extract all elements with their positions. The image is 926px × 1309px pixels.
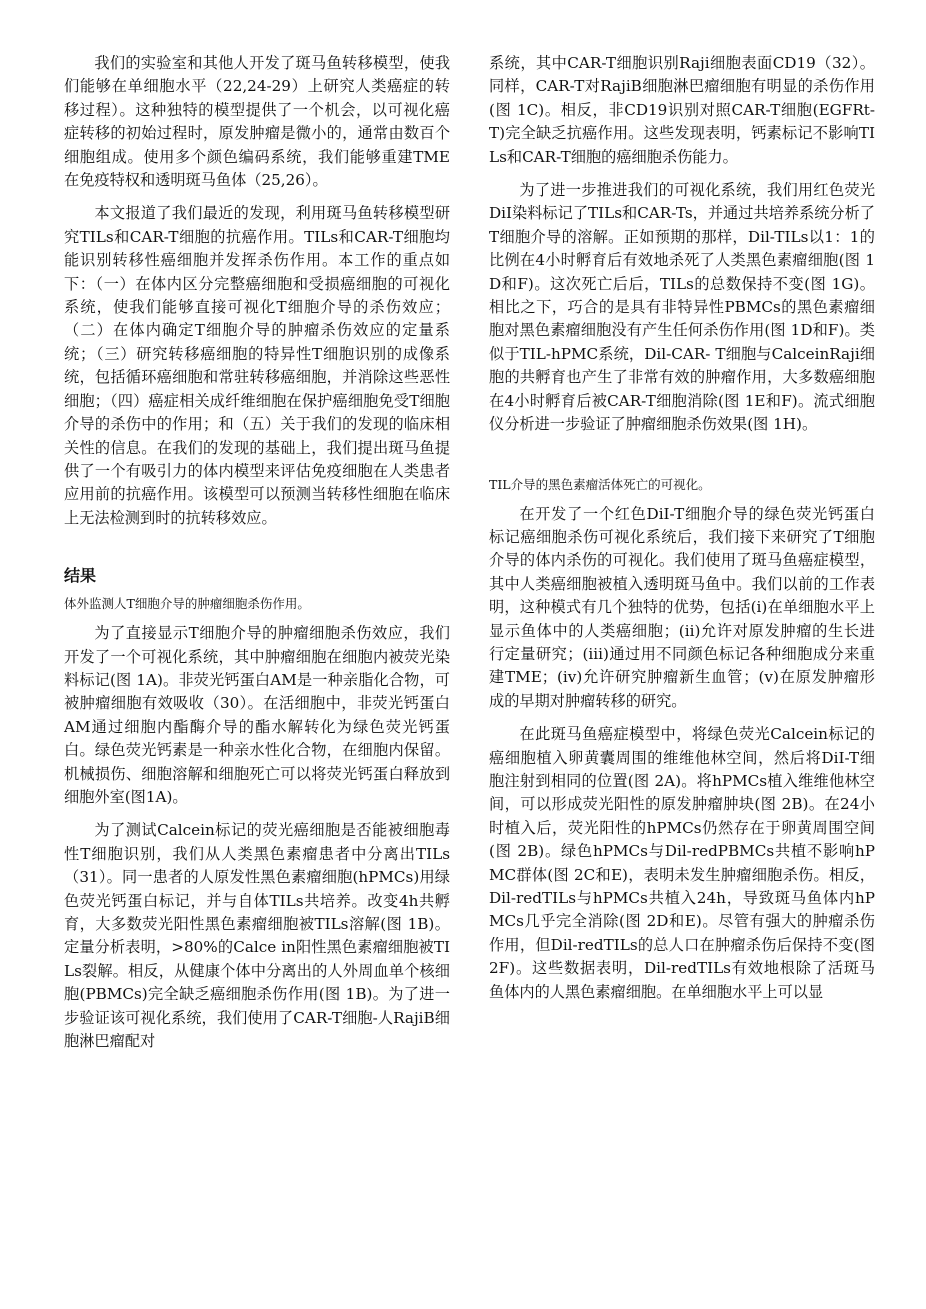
right-paragraph-4: 在此斑马鱼癌症模型中，将绿色荧光Calcein标记的癌细胞植入卵黄囊周围的维维他林空间，然后将DiI-T细胞注射到相同的位置(图 2A)。将hPMCs植入维维他林空间，可以形成荧光阳性的原发肿瘤肿块(图 2B)。在24小时植入后，荧光阳性的hPMCs仍然存在于卵黄周围空间(图 2B)。绿色hPMCs与Dil-redPBMCs共植不影响hPMC群体(图 2C和E)，表明未发生肿瘤细胞杀伤。相反，Dil-redTILs与hPMCs共植入24h，导致斑马鱼体内hPMCs几乎完全消除(图 2D和E)。尽管有强大的肿瘤杀伤作用，但Dil-redTILs的总人口在肿瘤杀伤后保持不变(图 2F)。这些数据表明，Dil-redTILs有效地根除了活斑马鱼体内的人黑色素瘤细胞。在单细胞水平上可以显 [489,725,875,1001]
left-paragraph-3: 为了直接显示T细胞介导的肿瘤细胞杀伤效应，我们开发了一个可视化系统，其中肿瘤细胞在细胞内被荧光染料标记(图 1A)。非荧光钙蛋白AM是一种亲脂化合物，可被肿瘤细胞有效吸收（30）。在活细胞中，非荧光钙蛋白AM通过细胞内酯酶介导的酯水解转化为绿色荧光钙蛋白。绿色荧光钙素是一种亲水性化合物，在细胞内保留。机械损伤、细胞溶解和细胞死亡可以将荧光钙蛋白释放到细胞外室(图1A)。 [64,624,450,806]
left-paragraph-1: 我们的实验室和其他人开发了斑马鱼转移模型，使我们能够在单细胞水平（22,24-29）上研究人类癌症的转移过程）。这种独特的模型提供了一个机会，以可视化癌症转移的初始过程时，原发肿瘤是微小的，通常由数百个细胞组成。使用多个颜色编码系统，我们能够重建TME在免疫特权和透明斑马鱼体（25,26）。 [64,54,450,190]
left-paragraph-4: 为了测试Calcein标记的荧光癌细胞是否能被细胞毒性T细胞识别，我们从人类黑色素瘤患者中分离出TILs（31）。同一患者的人原发性黑色素瘤细胞(hPMCs)用绿色荧光钙蛋白标记，并与自体TILs共培养。改变4h共孵育，大多数荧光阳性黑色素瘤细胞被TILs溶解(图 1B)。定量分析表明，>80%的Calce in阳性黑色素瘤细胞被TILs裂解。相反，从健康个体中分离出的人外周血单个核细胞(PBMCs)完全缺乏癌细胞杀伤作用(图 1B)。为了进一步验证该可视化系统，我们使用了CAR-T细胞-人RajiB细胞淋巴瘤配对 [64,821,450,1051]
subheading-in-vivo-visualization: TIL介导的黑色素瘤活体死亡的可视化。 [489,476,711,492]
left-paragraph-2: 本文报道了我们最近的发现，利用斑马鱼转移模型研究TILs和CAR-T细胞的抗癌作用。TILs和CAR-T细胞均能识别转移性癌细胞并发挥杀伤作用。本工作的重点如下：（一）在体内区分完整癌细胞和受损癌细胞的可视化系统，使我们能够直接可视化T细胞介导的杀伤效应；（二）在体内确定T细胞介导的肿瘤杀伤效应的定量系统；（三）研究转移癌细胞的特异性T细胞识别的成像系统，包括循环癌细胞和常驻转移癌细胞，并消除这些恶性细胞；（四）癌症相关成纤维细胞在保护癌细胞免受T细胞介导的杀伤中的作用；和（五）关于我们的发现的临床相关性的信息。在我们的发现的基础上，我们提出斑马鱼提供了一个有吸引力的体内模型来评估免疫细胞在人类患者应用前的抗癌作用。该模型可以预测当转移性细胞在临床上无法检测到时的抗转移效应。 [64,204,450,527]
right-column [489,52,875,1014]
right-paragraph-3: 在开发了一个红色DiI-T细胞介导的绿色荧光钙蛋白标记癌细胞杀伤可视化系统后，我们接下来研究了T细胞介导的体内杀伤的可视化。我们使用了斑马鱼癌症模型，其中人类癌细胞被植入透明斑马鱼中。我们以前的工作表明，这种模式有几个独特的优势，包括(i)在单细胞水平上显示鱼体中的人类癌细胞；(ii)允许对原发肿瘤的生长进行定量研究；(iii)通过用不同颜色标记各种细胞成分来重建TME；(iv)允许研究肿瘤新生血管；(v)在原发肿瘤形成的早期对肿瘤转移的研究。 [489,504,875,710]
subheading-in-vitro-killing: 体外监测人T细胞介导的肿瘤细胞杀伤作用。 [64,596,310,612]
left-column [64,52,450,1063]
right-paragraph-1: 系统，其中CAR-T细胞识别Raji细胞表面CD19（32）。同样，CAR-T对RajiB细胞淋巴瘤细胞有明显的杀伤作用(图 1C)。相反，非CD19识别对照CAR-T细胞(EGFRt-T)完全缺乏抗癌作用。这些发现表明，钙素标记不影响TILs和CAR-T细胞的癌细胞杀伤能力。 [489,54,875,166]
results-heading: 结果 [64,566,97,586]
right-paragraph-2: 为了进一步推进我们的可视化系统，我们用红色荧光DiI染料标记了TILs和CAR-Ts，并通过共培养系统分析了T细胞介导的溶解。正如预期的那样，Dil-TILs以1：1的比例在4小时孵育后有效地杀死了人类黑色素瘤细胞(图 1D和F)。这次死亡后后，TILs的总数保持不变(图 1G)。相比之下，巧合的是具有非特异性PBMCs的黑色素瘤细胞对黑色素瘤细胞没有产生任何杀伤作用(图 1D和F)。类似于TIL-hPMC系统，Dil-CAR- T细胞与CalceinRaji细胞的共孵育也产生了非常有效的肿瘤作用，大多数癌细胞在4小时孵育后被CAR-T细胞消除(图 1E和F)。流式细胞仪分析进一步验证了肿瘤细胞杀伤效果(图 1H)。 [489,181,875,434]
